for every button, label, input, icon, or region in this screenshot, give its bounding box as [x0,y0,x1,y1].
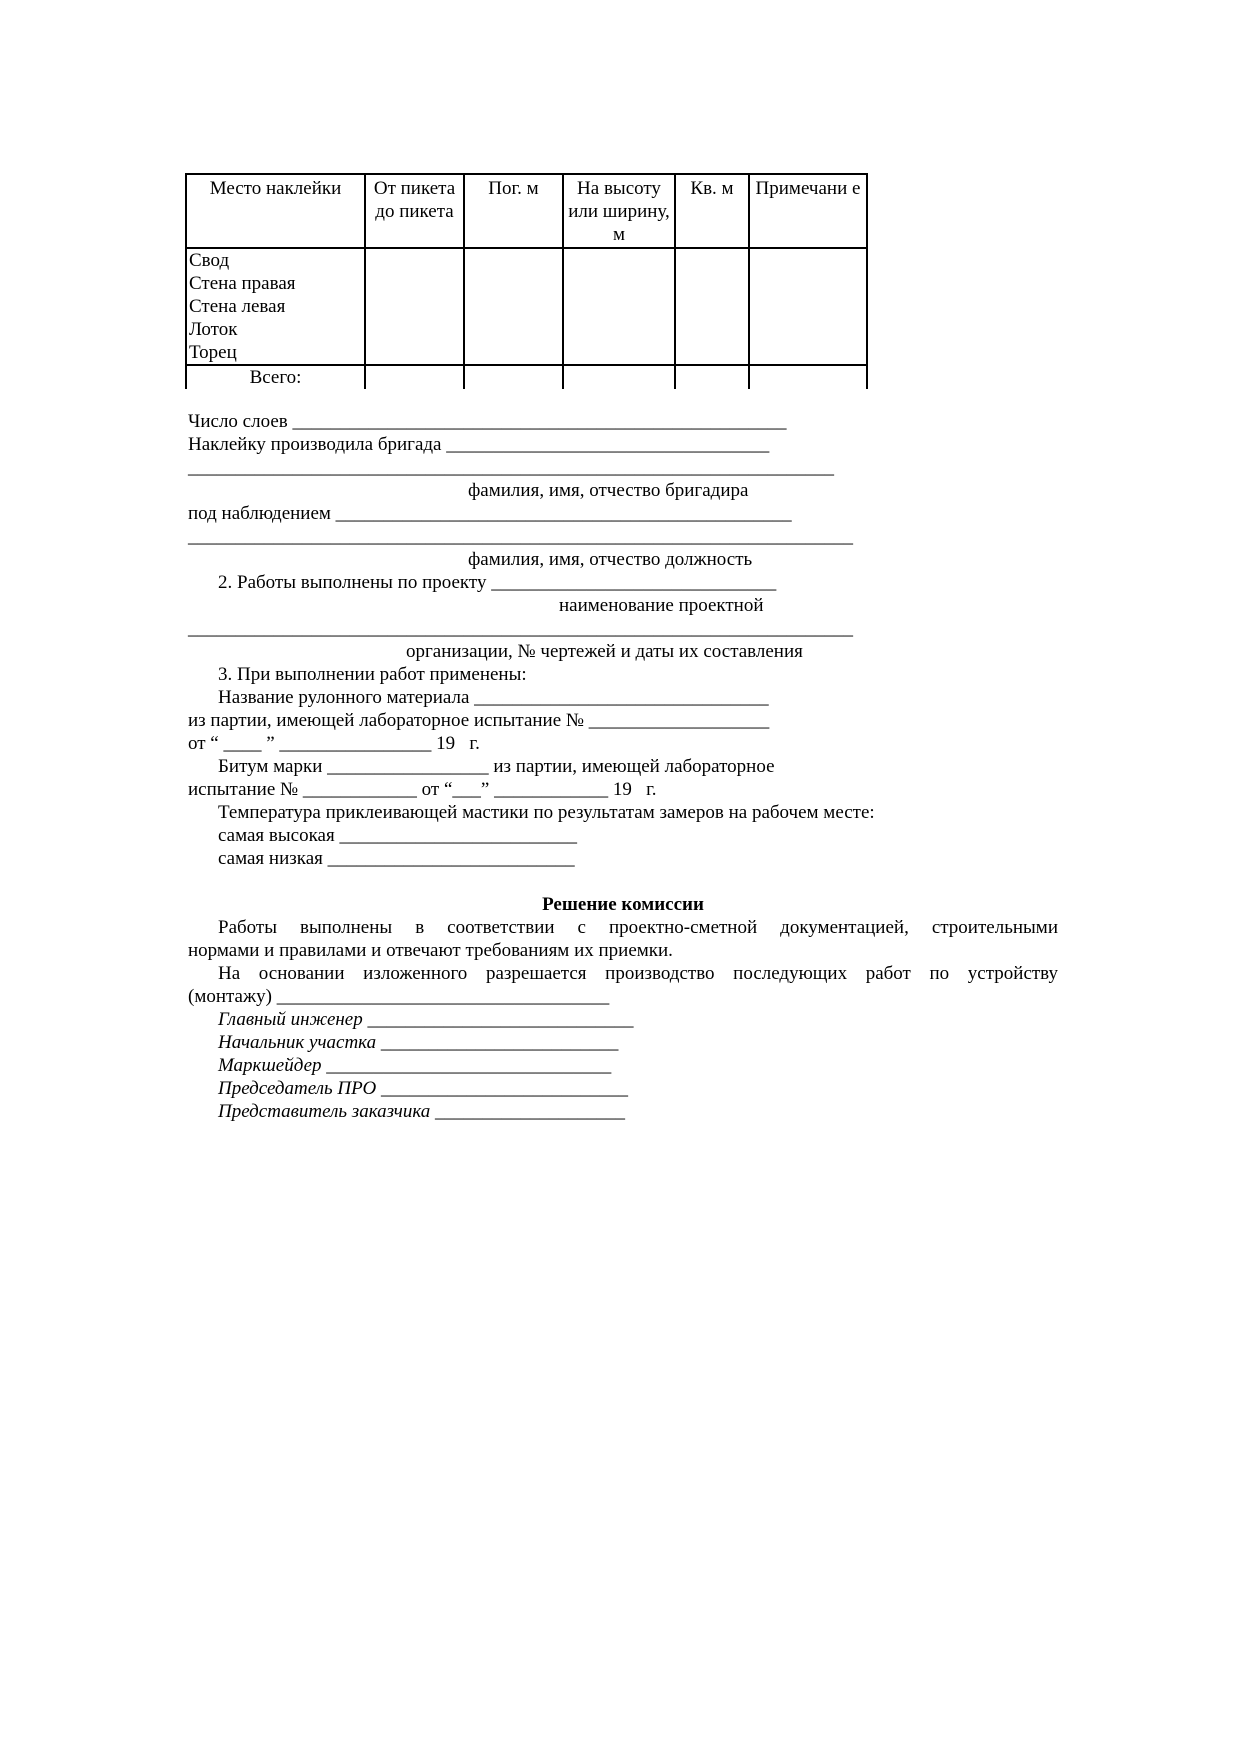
header-sq-m: Кв. м [675,174,749,248]
header-linear-m: Пог. м [464,174,563,248]
project-blank: ______________________________________________________________________ [188,618,853,639]
project-caption-2: организации, № чертежей и даты их составления [406,641,803,662]
empty-cell [675,365,749,389]
brigade-blank: ____________________________________________________________________ [188,457,834,478]
empty-cell [749,248,867,365]
header-note: Примечани е [749,174,867,248]
project-caption: наименование проектной [559,595,764,616]
gluing-table [185,173,868,389]
supervision-line: под наблюдением ________________________________________________ [188,503,792,524]
decision-para1-line1: Работы выполнены в соответствии с проектно-сметной документацией, строительными [218,917,1058,938]
header-from-to: От пикета до пикета [365,174,464,248]
places-cell [186,248,365,365]
signature-blank: ______________________________ [321,1055,612,1076]
signature-role: Главный инженер [218,1009,363,1030]
header-height-width: На высоту или ширину, м [563,174,675,248]
signature-blank: ____________________ [430,1101,626,1122]
signature-chief-engineer [218,1008,634,1031]
table-header-row [186,174,867,248]
header-place: Место наклейки [186,174,365,248]
empty-cell [464,365,563,389]
date-from-line: от “ ____ ” ________________ 19 г. [188,733,480,754]
signature-role: Представитель заказчика [218,1101,431,1122]
roll-material-line: Название рулонного материала _______________________________ [218,687,769,708]
decision-para1-line2: нормами и правилами и отвечают требованиям их приемки. [188,940,673,961]
total-label: Всего: [186,365,365,389]
bitumen-test-line: испытание № ____________ от “___” ____________ 19 г. [188,779,657,800]
signature-role: Председатель ПРО [218,1078,377,1099]
temp-high-line: самая высокая _________________________ [218,825,577,846]
decision-para2-line1: На основании изложенного разрешается производство последующих работ по устройству [218,963,1058,984]
place-end: Торец [189,342,237,363]
decision-title: Решение комиссии [542,894,704,915]
empty-cell [563,248,675,365]
empty-cell [675,248,749,365]
layers-line: Число слоев ____________________________________________________ [188,411,787,432]
bitumen-line: Битум марки _________________ из партии, имеющей лабораторное [218,756,775,777]
empty-cell [749,365,867,389]
temperature-line: Температура приклеивающей мастики по результатам замеров на рабочем месте: [218,802,875,823]
place-tray: Лоток [189,319,238,340]
empty-cell [365,365,464,389]
empty-cell [464,248,563,365]
signature-role: Маркшейдер [218,1055,322,1076]
signature-pro-chairman [218,1077,628,1100]
empty-cell [365,248,464,365]
table-total-row [186,365,867,389]
signature-customer-rep [218,1100,625,1123]
signature-site-chief [218,1031,618,1054]
temp-low-line: самая низкая __________________________ [218,848,575,869]
place-right-wall: Стена правая [189,273,296,294]
table-row [186,248,867,365]
empty-cell [563,365,675,389]
supervision-blank: ______________________________________________________________________ [188,526,853,547]
signature-surveyor [218,1054,611,1077]
signature-blank: __________________________ [376,1078,628,1099]
signature-role: Начальник участка [218,1032,377,1053]
decision-para2-line2: (монтажу) ___________________________________ [188,986,610,1007]
signature-blank: _________________________ [376,1032,619,1053]
brigade-line: Наклейку производила бригада __________________________________ [188,434,770,455]
supervision-caption: фамилия, имя, отчество должность [468,549,753,570]
project-line: 2. Работы выполнены по проекту ______________________________ [218,572,777,593]
signature-blank: ____________________________ [362,1009,634,1030]
brigade-caption: фамилия, имя, отчество бригадира [468,480,749,501]
lab-test-line: из партии, имеющей лабораторное испытание № ___________________ [188,710,770,731]
place-left-wall: Стена левая [189,296,286,317]
applied-heading: 3. При выполнении работ применены: [218,664,527,685]
place-vault: Свод [189,250,230,271]
